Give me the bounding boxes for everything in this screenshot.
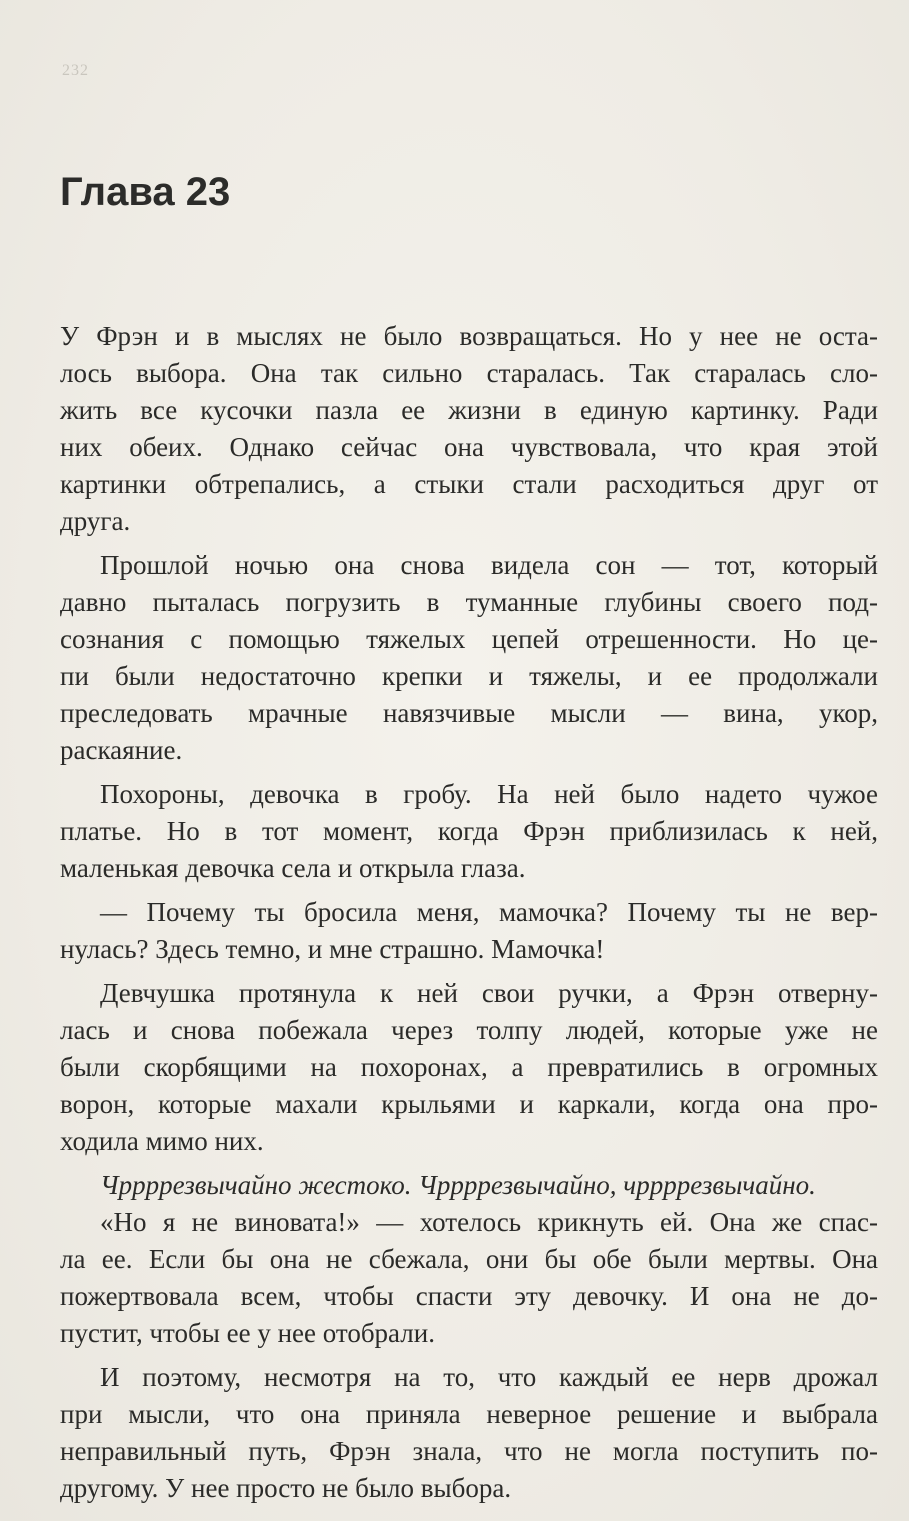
- text-line: были скорбящими на похоронах, а превратились в огромных: [60, 1052, 878, 1082]
- text-line: другому. У нее просто не было выбора.: [60, 1473, 512, 1503]
- text-line: лось выбора. Она так сильно старалась. Так старалась сло-: [60, 358, 878, 388]
- chapter-title: Глава 23: [60, 170, 231, 214]
- text-line: платье. Но в тот момент, когда Фрэн приблизилась к ней,: [60, 816, 878, 846]
- text-line: пожертвовала всем, чтобы спасти эту девочку. И она не до-: [60, 1281, 878, 1311]
- text-line: И поэтому, несмотря на то, что каждый ее нерв дрожал: [100, 1362, 878, 1392]
- text-line: лась и снова побежала через толпу людей, которые уже не: [60, 1015, 878, 1045]
- text-line: раскаяние.: [60, 735, 183, 765]
- text-line: Похороны, девочка в гробу. На ней было надето чужое: [100, 779, 878, 809]
- text-line: Девчушка протянула к ней свои ручки, а Фрэн отверну-: [100, 978, 878, 1008]
- text-line: ворон, которые махали крыльями и каркали, когда она про-: [60, 1089, 878, 1119]
- text-line: Чррррезвычайно жестоко. Чррррезвычайно, чррррезвычайно.: [100, 1170, 816, 1200]
- text-line: неправильный путь, Фрэн знала, что не могла поступить по-: [60, 1436, 878, 1466]
- text-line: У Фрэн и в мыслях не было возвращаться. Но у нее не оста-: [60, 321, 878, 351]
- text-line: друга.: [60, 506, 131, 536]
- text-line: них обеих. Однако сейчас она чувствовала, что края этой: [60, 432, 878, 462]
- text-line: Прошлой ночью она снова видела сон — тот, который: [100, 550, 878, 580]
- text-line: преследовать мрачные навязчивые мысли — вина, укор,: [60, 698, 878, 728]
- chapter-body-text: [60, 318, 878, 1507]
- text-line: ла ее. Если бы она не сбежала, они бы обе были мертвы. Она: [60, 1244, 878, 1274]
- text-line: маленькая девочка села и открыла глаза.: [60, 853, 526, 883]
- paragraph-gap: [60, 968, 878, 975]
- paragraph-gap: [60, 769, 878, 776]
- text-line: давно пыталась погрузить в туманные глубины своего под-: [60, 587, 878, 617]
- paragraph-gap: [60, 887, 878, 894]
- text-line: жить все кусочки пазла ее жизни в единую картинку. Ради: [60, 395, 878, 425]
- paragraph-gap: [60, 540, 878, 547]
- paragraph-gap: [60, 1160, 878, 1167]
- paragraph-gap: [60, 1352, 878, 1359]
- text-line: при мысли, что она приняла неверное решение и выбрала: [60, 1399, 878, 1429]
- page-number: 232: [62, 62, 89, 79]
- text-line: картинки обтрепались, а стыки стали расходиться друг от: [60, 469, 878, 499]
- text-line: сознания с помощью тяжелых цепей отрешенности. Но це-: [60, 624, 878, 654]
- text-line: «Но я не виновата!» — хотелось крикнуть ей. Она же спас-: [100, 1207, 878, 1237]
- text-line: — Почему ты бросила меня, мамочка? Почему ты не вер-: [100, 897, 878, 927]
- text-line: пи были недостаточно крепки и тяжелы, и ее продолжали: [60, 661, 878, 691]
- text-line: пустит, чтобы ее у нее отобрали.: [60, 1318, 435, 1348]
- text-line: нулась? Здесь темно, и мне страшно. Мамочка!: [60, 934, 605, 964]
- text-line: ходила мимо них.: [60, 1126, 264, 1156]
